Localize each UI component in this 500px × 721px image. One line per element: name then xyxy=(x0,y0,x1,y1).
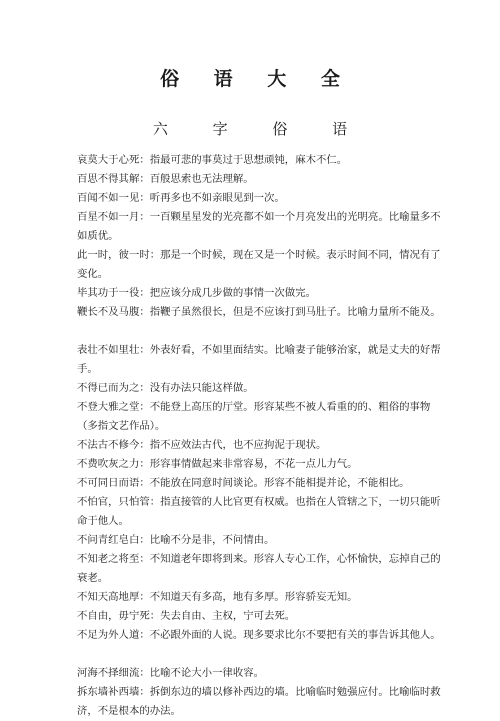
entry-item: 不可同日而语：不能放在同意时间谈论。形容不能相提并论，不能相比。 xyxy=(77,477,410,489)
entry-item: 鞭长不及马腹：指鞭子虽然很长，但是不应该打到马肚子。比喻力量所不能及。 xyxy=(77,306,441,318)
entry-item: 不费吹灰之力：形容事情做起来非常容易，不花一点儿力气。 xyxy=(77,458,358,470)
entry-item: 哀莫大于心死：指最可悲的事莫过于思想顽钝，麻木不仁。 xyxy=(77,154,348,166)
group-spacer xyxy=(77,322,443,341)
section-title: 六 字 俗 语 xyxy=(152,120,368,138)
entry-item: 毕其功于一役：把应该分成几步做的事情一次做完。 xyxy=(77,287,316,299)
entry-item: 不知老之将至：不知道老年即将到来。形容人专心工作，心怀愉快，忘掉自己的衰老。 xyxy=(77,553,441,584)
entry-item: 不怕官，只怕管：指直接管的人比官更有权威。也指在人管辖之下，一切只能听命于他人。 xyxy=(77,496,441,527)
entry-item: 此一时，彼一时：那是一个时候，现在又是一个时候。表示时间不同，情况有了变化。 xyxy=(77,249,441,280)
entry-item: 不问青红皂白：比喻不分是非，不问情由。 xyxy=(77,534,275,546)
entry-item: 不知天高地厚：不知道天有多高，地有多厚。形容骄妄无知。 xyxy=(77,591,358,603)
entry-item: 表壮不如里壮：外表好看，不如里面结实。比喻妻子能够治家，就是丈夫的好帮手。 xyxy=(77,344,441,375)
entry-item: 不得已而为之：没有办法只能这样做。 xyxy=(77,382,254,394)
entry-item: 拆东墙补西墙：拆倒东边的墙以修补西边的墙。比喻临时勉强应付。比喻临时救济，不是根本的办法。 xyxy=(77,686,441,717)
entry-item: 河海不择细流：比喻不论大小一律收容。 xyxy=(77,667,265,679)
entry-item: 百思不得其解：百般思索也无法理解。 xyxy=(77,173,254,185)
page-title: 俗 语 大 全 xyxy=(160,68,354,90)
entry-item: 不法古不修今：指不应效法古代，也不应拘泥于现状。 xyxy=(77,439,327,451)
entry-item: 百闻不如一见：听再多也不如亲眼见到一次。 xyxy=(77,192,285,204)
entry-item: 不登大雅之堂：不能登上高压的厅堂。形容某些不被人看重的的、粗俗的事物（多指文艺作品）。 xyxy=(77,401,431,432)
entry-item: 百星不如一月：一百颗星星发的光亮都不如一个月亮发出的光明亮。比喻量多不如质优。 xyxy=(77,211,441,242)
entry-list xyxy=(77,151,443,721)
group-spacer xyxy=(77,645,443,664)
entry-item: 不足为外人道：不必跟外面的人说。现多要求比尔不要把有关的事告诉其他人。 xyxy=(77,629,441,641)
entry-item: 不自由，毋宁死：失去自由、主权，宁可去死。 xyxy=(77,610,296,622)
